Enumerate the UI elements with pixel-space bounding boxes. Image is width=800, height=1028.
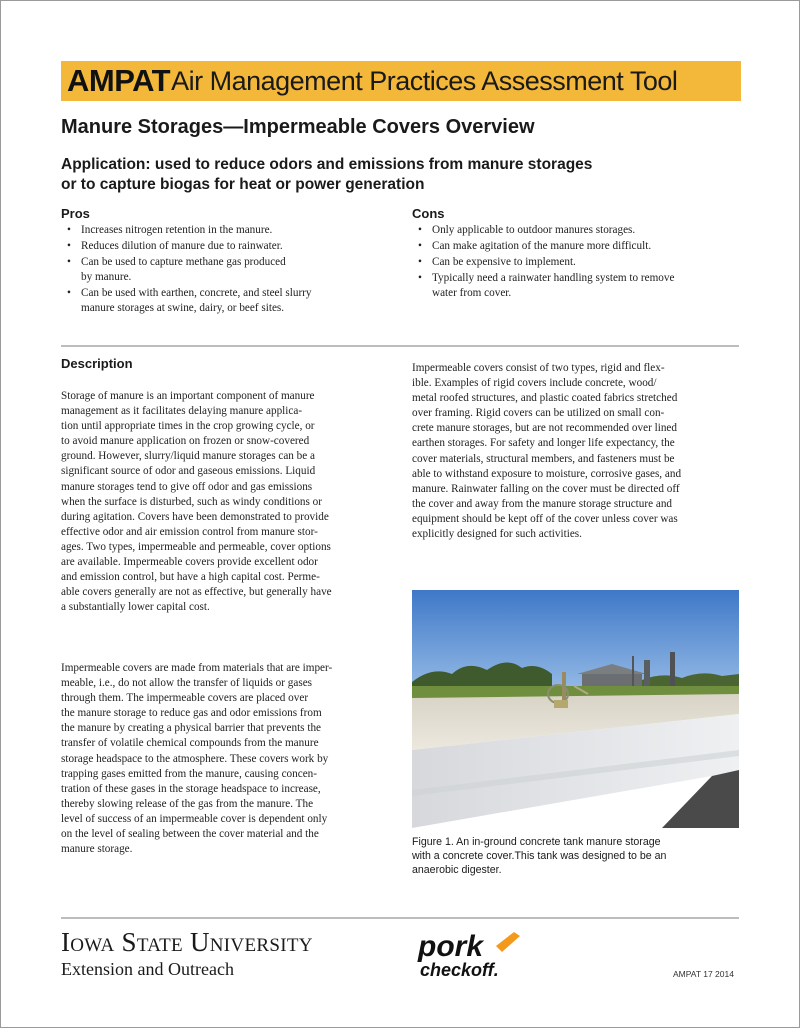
university-extension: Extension and Outreach (61, 959, 234, 979)
list-item: • Typically need a rainwater handling system to remove water from cover. (412, 271, 742, 301)
application-line: Application: used to reduce odors and emissions from manure storages (61, 156, 593, 173)
header-banner (61, 61, 741, 101)
caption-line: with a concrete cover.This tank was designed to be an (412, 850, 667, 862)
figure-caption (412, 835, 742, 877)
application-line: or to capture biogas for heat or power generation (61, 176, 425, 193)
footer-divider (61, 917, 739, 919)
caption-line: anaerobic digester. (412, 864, 502, 876)
list-item: • Can be expensive to implement. (412, 255, 742, 270)
description-heading: Description (61, 356, 133, 371)
cons-list (412, 223, 742, 302)
list-item: • Only applicable to outdoor manures storages. (412, 223, 742, 238)
cons-heading: Cons (412, 206, 445, 221)
publication-number: AMPAT 17 2014 (673, 969, 734, 979)
pros-heading: Pros (61, 206, 90, 221)
description-paragraph-2: Impermeable covers are made from materials that are imper- meable, i.e., do not allow the transfer of liquids or gases through them. The impermeable covers are placed over the manure storage to reduce gas and odor emissions from the manure by creating a physical barrier that prevents the transfer of volatile chemical compounds from the manure storage headspace to the atmosphere. These covers work by trapping gases emitted from the manure, causing concen- tration of these gases in the storage headspace to increase, thereby slowing release of the gas from the manure. The level of success of an impermeable cover is dependent only on the level of sealing between the cover material and the manure storage. (61, 662, 333, 856)
section-divider (61, 345, 739, 347)
logo-text-bottom: checkoff. (420, 960, 499, 980)
pros-list (61, 223, 401, 317)
list-item: • Can be used with earthen, concrete, and steel slurry manure storages at swine, dairy, or beef sites. (61, 286, 401, 316)
brand-name: AMPAT (67, 63, 171, 98)
logo-swoosh-icon (496, 932, 520, 952)
banner-subtitle: Air Management Practices Assessment Tool (171, 65, 678, 96)
caption-line: Figure 1. An in-ground concrete tank manure storage (412, 836, 661, 848)
list-item: • Increases nitrogen retention in the manure. (61, 223, 401, 238)
description-paragraph-1: Storage of manure is an important component of manure management as it facilitates delaying manure applica- tion until appropriate times in the crop growing cycle, or to avoid manure application on frozen or snow-covered ground. However, slurry/liquid manure storages can be a significant source of odor and gaseous emissions. Liquid manure storages tend to give off odor and gas emissions when the surface is disturbed, such as windy conditions or during agitation. Covers have been demonstrated to provide effective odor and air emission control from manure stor- ages. Two types, impermeable and permeable, cover options are available. Impermeable covers provide excellent odor and emission control, but have a high capital cost. Perme- able covers generally are not as effective, but generally have a substantially lower capital cost. (61, 390, 332, 614)
concrete-tank-image (412, 590, 739, 828)
application-statement (61, 155, 661, 195)
logo-text-top: pork (418, 930, 484, 963)
university-logo: Iowa State University (61, 927, 313, 957)
document-title: Manure Storages—Impermeable Covers Overview (61, 116, 535, 138)
figure-photo (412, 590, 739, 828)
list-item: • Can be used to capture methane gas produced by manure. (61, 255, 401, 285)
description-paragraph-3: Impermeable covers consist of two types, rigid and flex- ible. Examples of rigid covers include concrete, wood/ metal roofed structures, and plastic coated fabrics stretched over framing. Rigid covers can be utilized on small con- crete manure storages, but are not recommended over lined earthen storages. For safety and longer life expectancy, the cover materials, structural members, and fasteners must be able to withstand exposure to moisture, corrosive gases, and manure. Rainwater falling on the cover must be directed off the cover and away from the manure storage structure and equipment should be kept off of the cover unless cover was explicitly designed for such activities. (412, 362, 682, 541)
list-item: • Reduces dilution of manure due to rainwater. (61, 239, 401, 254)
list-item: • Can make agitation of the manure more difficult. (412, 239, 742, 254)
pork-checkoff-logo (416, 926, 536, 986)
